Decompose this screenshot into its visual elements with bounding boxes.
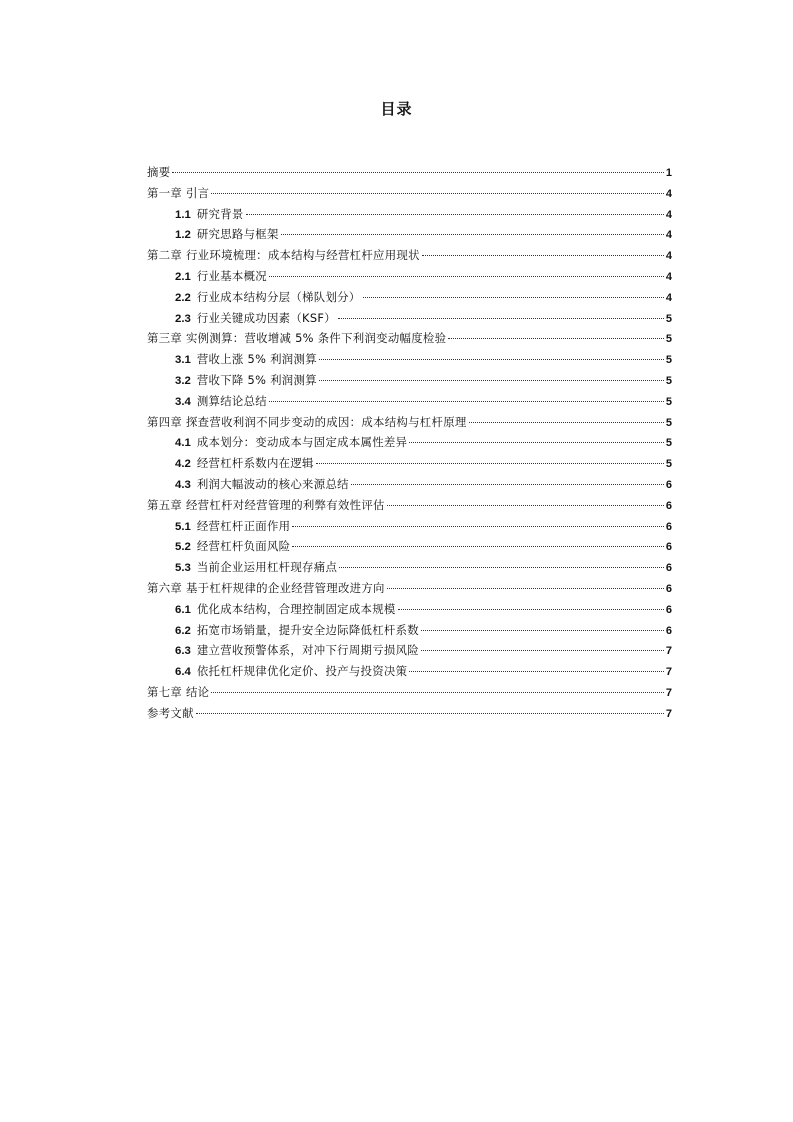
toc-entry-label	[175, 393, 267, 409]
toc-entry-number: 3.2	[175, 374, 191, 387]
toc-dot-leader	[292, 526, 664, 527]
toc-page-number: 1	[665, 167, 672, 179]
toc-entry-number: 4.1	[175, 437, 191, 450]
toc-entry-label	[147, 497, 385, 513]
toc-entry[interactable]	[147, 580, 672, 601]
toc-entry-text: 利润大幅波动的核心来源总结	[196, 476, 349, 491]
toc-entry-text: 第七章 结论	[147, 684, 210, 699]
toc-dot-leader	[338, 318, 664, 319]
toc-entry-label	[175, 351, 317, 367]
toc-dot-leader	[351, 484, 664, 485]
toc-entry-number: 6.3	[175, 645, 191, 658]
toc-page-number: 4	[665, 250, 672, 263]
toc-entry[interactable]	[147, 705, 672, 726]
toc-entry-text: 营收下降 5% 利润测算	[196, 372, 317, 387]
toc-page-number: 6	[665, 478, 672, 491]
toc-entry-text: 第六章 基于杠杆规律的企业经营管理改进方向	[147, 580, 385, 595]
toc-page-number: 7	[665, 645, 672, 658]
toc-entry-text: 成本划分：变动成本与固定成本属性差异	[196, 435, 408, 450]
toc-entry-label	[175, 476, 349, 492]
toc-page-number: 6	[665, 541, 672, 554]
toc-entry[interactable]	[147, 622, 672, 643]
toc-entry[interactable]	[147, 393, 672, 414]
toc-entry-number: 6.2	[175, 624, 191, 637]
toc-entry-label	[175, 538, 290, 554]
toc-entry[interactable]	[147, 663, 672, 684]
toc-entry-text: 经营杠杆负面风险	[196, 539, 291, 554]
toc-entry-label	[175, 601, 396, 617]
toc-dot-leader	[211, 692, 664, 693]
toc-entry-label	[175, 663, 407, 679]
toc-dot-leader	[409, 671, 664, 672]
toc-entry[interactable]	[147, 642, 672, 663]
toc-entry-label	[175, 455, 314, 471]
toc-entry-text: 第二章 行业环境梳理：成本结构与经营杠杆应用现状	[147, 248, 420, 263]
toc-dot-leader	[363, 297, 664, 298]
toc-dot-leader	[398, 609, 664, 610]
toc-entry-label	[175, 622, 419, 638]
toc-dot-leader	[469, 422, 664, 423]
toc-entry-number: 3.4	[175, 395, 191, 408]
toc-entry-label	[175, 642, 419, 658]
toc-page-number: 5	[665, 374, 672, 387]
toc-page-number: 6	[665, 499, 672, 512]
toc-entry-text: 第四章 探查营收利润不同步变动的成因：成本结构与杠杆原理	[147, 414, 467, 429]
toc-dot-leader	[422, 255, 664, 256]
toc-entry-text: 测算结论总结	[196, 393, 267, 408]
toc-entry-number: 2.1	[175, 270, 191, 283]
toc-entry-text: 研究思路与框架	[196, 227, 279, 242]
toc-page-number: 6	[665, 562, 672, 575]
toc-entry-text: 研究背景	[196, 206, 244, 221]
toc-dot-leader	[421, 630, 664, 631]
toc-entry[interactable]	[147, 351, 672, 372]
toc-entry[interactable]	[147, 497, 672, 518]
toc-entry-number: 6.1	[175, 603, 191, 616]
toc-page-number: 5	[665, 395, 672, 408]
toc-dot-leader	[211, 193, 664, 194]
toc-entry-label	[175, 434, 407, 450]
toc-page-number: 4	[665, 270, 672, 283]
toc-dot-leader	[269, 276, 664, 277]
toc-entry[interactable]	[147, 559, 672, 580]
toc-entry-label	[147, 164, 170, 180]
toc-entry-label	[175, 372, 317, 388]
toc-dot-leader	[409, 442, 664, 443]
toc-entry[interactable]	[147, 476, 672, 497]
toc-dot-leader	[281, 234, 664, 235]
toc-entry-text: 经营杠杆正面作用	[196, 518, 291, 533]
toc-page-number: 7	[665, 686, 672, 699]
toc-page-number: 6	[665, 624, 672, 637]
toc-entry[interactable]	[147, 268, 672, 289]
toc-entry-label	[175, 206, 244, 222]
toc-entry[interactable]	[147, 372, 672, 393]
toc-page-number: 6	[665, 520, 672, 533]
toc-entry-label	[175, 226, 279, 242]
toc-entry[interactable]	[147, 684, 672, 705]
toc-page-number: 6	[665, 582, 672, 595]
toc-entry-label	[175, 310, 336, 326]
toc-entry-text: 第一章 引言	[147, 185, 210, 200]
toc-entry-text: 摘要	[147, 165, 171, 179]
toc-entry-number: 4.2	[175, 458, 191, 471]
toc-dot-leader	[316, 463, 664, 464]
toc-entry-label	[175, 268, 267, 284]
toc-entry[interactable]	[147, 518, 672, 539]
toc-entry-label	[175, 289, 361, 305]
toc-page-number: 5	[665, 312, 672, 325]
toc-entry-text: 建立营收预警体系，对冲下行周期亏损风险	[196, 643, 419, 658]
toc-entry[interactable]	[147, 414, 672, 435]
toc-page-number: 7	[665, 707, 672, 720]
toc-page-number: 4	[665, 229, 672, 242]
toc-entry[interactable]	[147, 164, 672, 185]
toc-page-number: 5	[665, 458, 672, 471]
toc-dot-leader	[387, 505, 664, 506]
toc-entry[interactable]	[147, 538, 672, 559]
toc-entry[interactable]	[147, 434, 672, 455]
toc-entry-label	[147, 414, 467, 430]
toc-dot-leader	[172, 172, 663, 173]
toc-entry[interactable]	[147, 601, 672, 622]
toc-page-number: 5	[665, 437, 672, 450]
toc-dot-leader	[319, 359, 664, 360]
toc-dot-leader	[421, 650, 664, 651]
toc-dot-leader	[269, 401, 664, 402]
toc-entry-number: 5.2	[175, 541, 191, 554]
toc-page-number: 4	[665, 291, 672, 304]
toc-entry[interactable]	[147, 226, 672, 247]
toc-entry-text: 参考文献	[147, 705, 194, 720]
toc-page-number: 6	[665, 603, 672, 616]
table-of-contents	[147, 164, 672, 726]
toc-entry[interactable]	[147, 455, 672, 476]
toc-page-number: 5	[665, 354, 672, 367]
toc-entry-text: 行业基本概况	[196, 268, 267, 283]
toc-dot-leader	[319, 380, 664, 381]
toc-page-number: 5	[665, 416, 672, 429]
toc-entry-text: 行业成本结构分层（梯队划分）	[196, 289, 361, 304]
page-title: 目录	[380, 100, 413, 118]
toc-entry-text: 依托杠杆规律优化定价、投产与投资决策	[196, 664, 408, 679]
toc-entry-label	[147, 247, 420, 263]
toc-entry[interactable]	[147, 310, 672, 331]
toc-page-number: 4	[665, 187, 672, 200]
toc-entry-number: 1.2	[175, 229, 191, 242]
toc-entry-number: 5.3	[175, 562, 191, 575]
toc-entry-label	[147, 705, 194, 721]
toc-entry-label	[147, 185, 209, 201]
toc-entry-label	[147, 580, 385, 596]
toc-entry-number: 6.4	[175, 666, 191, 679]
toc-entry-text: 经营杠杆系数内在逻辑	[196, 456, 314, 471]
toc-page-number: 7	[665, 666, 672, 679]
toc-entry[interactable]	[147, 247, 672, 268]
toc-entry-label	[147, 684, 209, 700]
toc-entry-text: 第五章 经营杠杆对经营管理的利弊有效性评估	[147, 497, 385, 512]
toc-entry[interactable]	[147, 330, 672, 351]
toc-entry-text: 当前企业运用杠杆现存痛点	[196, 560, 338, 575]
toc-entry-text: 优化成本结构，合理控制固定成本规模	[196, 601, 396, 616]
toc-entry-label	[175, 559, 337, 575]
toc-dot-leader	[246, 214, 664, 215]
toc-page-number: 4	[665, 208, 672, 221]
toc-dot-leader	[339, 567, 664, 568]
toc-dot-leader	[387, 588, 664, 589]
toc-entry-number: 3.1	[175, 354, 191, 367]
toc-entry[interactable]	[147, 206, 672, 227]
toc-dot-leader	[448, 338, 664, 339]
toc-entry-text: 营收上涨 5% 利润测算	[196, 352, 317, 367]
toc-entry-number: 2.3	[175, 312, 191, 325]
toc-entry-text: 拓宽市场销量，提升安全边际降低杠杆系数	[196, 622, 419, 637]
toc-entry-number: 1.1	[175, 208, 191, 221]
toc-entry-label	[175, 518, 290, 534]
toc-entry-text: 第三章 实例测算：营收增减 5% 条件下利润变动幅度检验	[147, 331, 447, 346]
toc-entry-label	[147, 330, 446, 346]
toc-entry-number: 4.3	[175, 478, 191, 491]
toc-entry-text: 行业关键成功因素（KSF）	[196, 310, 336, 325]
toc-entry[interactable]	[147, 185, 672, 206]
toc-entry[interactable]	[147, 289, 672, 310]
toc-page-number: 5	[665, 333, 672, 346]
toc-entry-number: 2.2	[175, 291, 191, 304]
toc-dot-leader	[196, 713, 664, 714]
toc-dot-leader	[292, 546, 664, 547]
toc-entry-number: 5.1	[175, 520, 191, 533]
